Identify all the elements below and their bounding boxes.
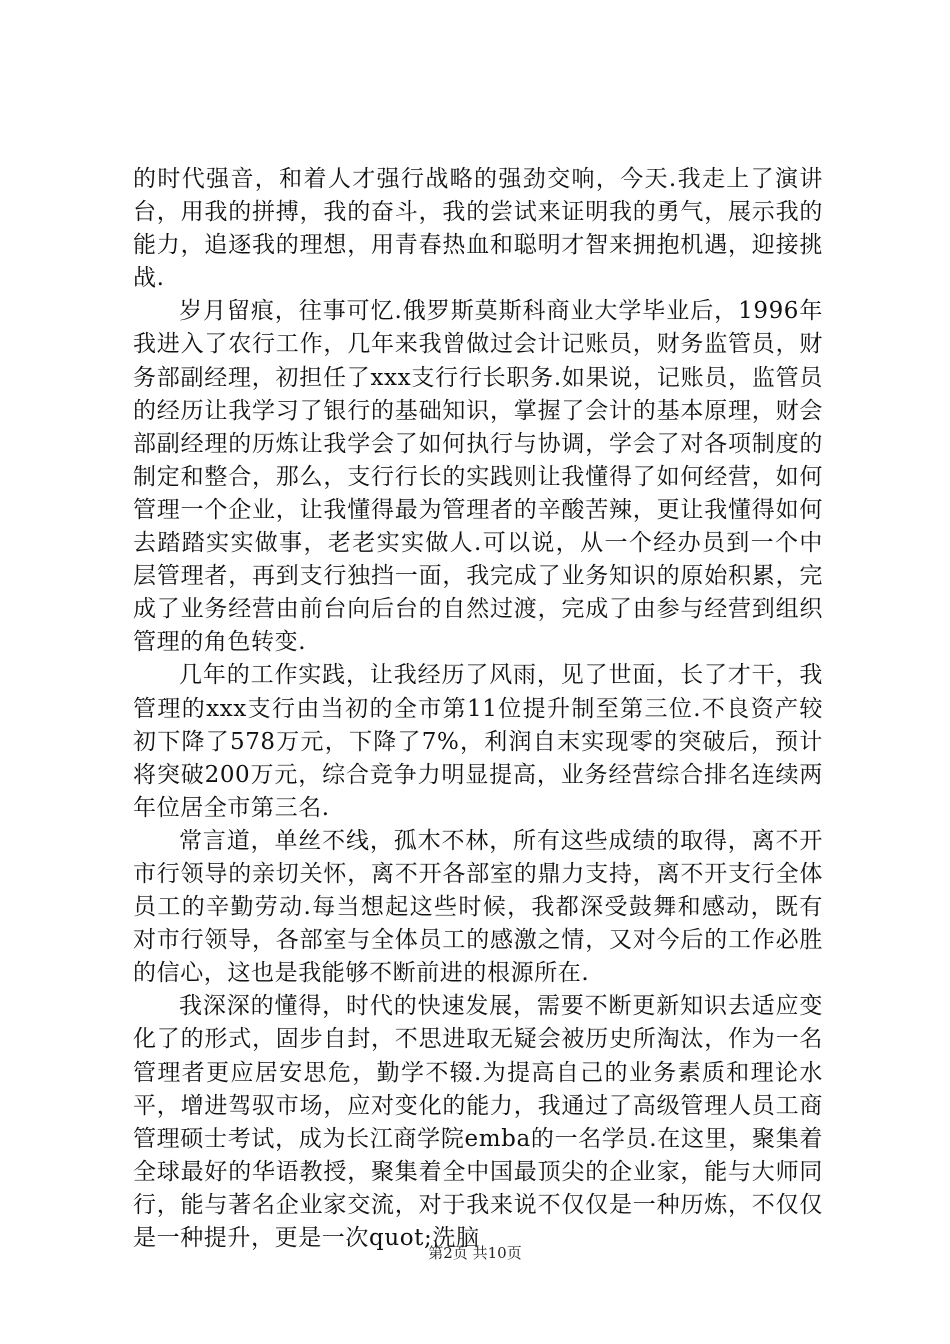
- page-number-footer: 第2页 共10页: [428, 1244, 522, 1262]
- paragraph-1: 的时代强音，和着人才强行战略的强劲交响，今天.我走上了演讲台，用我的拼搏，我的奋斗，我的尝试来证明我的勇气，展示我的能力，追逐我的理想，用青春热血和聪明才智来拥抱机遇，迎接挑战.: [133, 166, 823, 292]
- document-body: [133, 163, 823, 1255]
- paragraph-4: 常言道，单丝不线，孤木不林，所有这些成绩的取得，离不开市行领导的亲切关怀，离不开各部室的鼎力支持，离不开支行全体员工的辛勤劳动.每当想起这些时候，我都深受鼓舞和感动，既有对市行领导，各部室与全体员工的感激之情，又对今后的工作必胜的信心，这也是我能够不断前进的根源所在.: [133, 827, 823, 987]
- paragraph-5: 我深深的懂得，时代的快速发展，需要不断更新知识去适应变化了的形式，固步自封，不思进取无疑会被历史所淘汰，作为一名管理者更应居安思危，勤学不辍.为提高自己的业务素质和理论水平，增进驾驭市场，应对变化的能力，我通过了高级管理人员工商管理硕士考试，成为长江商学院emba的一名学员.在这里，聚集着全球最好的华语教授，聚集着全中国最顶尖的企业家，能与大师同行，能与著名企业家交流，对于我来说不仅仅是一种历炼，不仅仅是一种提升，更是一次quot;洗脑: [133, 993, 823, 1251]
- paragraph-2: 岁月留痕，往事可忆.俄罗斯莫斯科商业大学毕业后，1996年我进入了农行工作，几年来我曾做过会计记账员，财务监管员，财务部副经理，初担任了xxx支行行长职务.如果说，记账员，监管员的经历让我学习了银行的基础知识，掌握了会计的基本原理，财会部副经理的历炼让我学会了如何执行与协调，学会了对各项制度的制定和整合，那么，支行行长的实践则让我懂得了如何经营，如何管理一个企业，让我懂得最为管理者的辛酸苦辣，更让我懂得如何去踏踏实实做事，老老实实做人.可以说，从一个经办员到一个中层管理者，再到支行独挡一面，我完成了业务知识的原始积累，完成了业务经营由前台向后台的自然过渡，完成了由参与经营到组织管理的角色转变.: [133, 298, 823, 656]
- paragraph-3: 几年的工作实践，让我经历了风雨，见了世面，长了才干，我管理的xxx支行由当初的全市第11位提升制至第三位.不良资产较初下降了578万元，下降了7%，利润自末实现零的突破后，预计将突破200万元，综合竞争力明显提高，业务经营综合排名连续两年位居全市第三名.: [133, 662, 823, 821]
